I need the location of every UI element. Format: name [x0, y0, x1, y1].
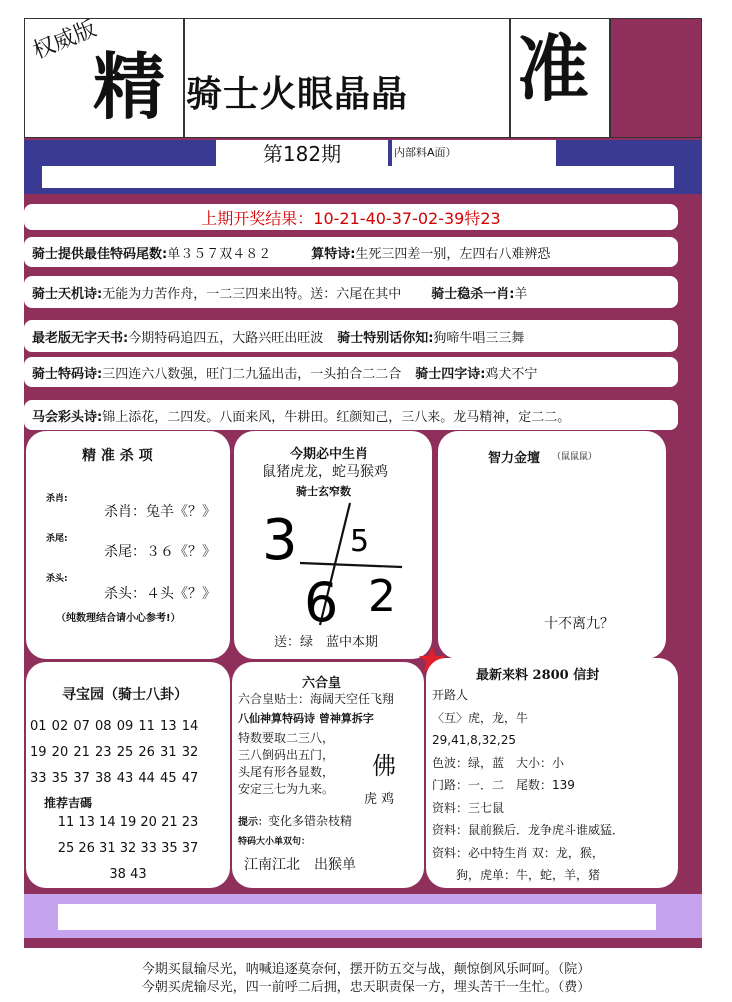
liuhe-poem [238, 730, 334, 798]
header [24, 18, 702, 138]
zodiac-subtitle: 骑士玄窄数 [296, 485, 351, 498]
treasure-number-grid [30, 714, 198, 792]
last-result-row [24, 204, 678, 230]
kill-zodiac-value: 杀肖：兔羊《？》 [104, 504, 216, 520]
latest-line: 资料：鼠前猴后．龙争虎斗谁威猛． [432, 823, 625, 837]
wisdom-panel [438, 431, 666, 659]
liuhe-poem-line: 头尾有形各显数， [238, 765, 335, 779]
handwriting-digit-2: 5 [350, 524, 370, 559]
row3-value1: 今期特码追四五，大路兴旺出旺波 [128, 330, 324, 346]
latest-lines [432, 684, 624, 887]
liuhe-poem-line: 三八倒码出五门， [238, 748, 335, 762]
kill-head-value: 杀头：４头《？》 [104, 586, 216, 602]
latest-line: 狗，虎单：牛，蛇，羊，猪 [456, 868, 601, 882]
kill-tail-tag: 杀尾: [46, 534, 68, 544]
wisdom-title: 智力金壇 [488, 451, 541, 466]
header-left-char: 精 [93, 44, 166, 129]
issue-note: 内部料A面） [392, 140, 556, 166]
handwriting-digit-4: 2 [368, 571, 396, 622]
kill-panel-title: 精 准 杀 项 [82, 448, 153, 464]
liuhe-subtitle: 八仙神算特码诗 曾神算拆字 [238, 712, 374, 725]
treasure-number-row: 19 20 21 23 25 26 31 32 [30, 745, 199, 760]
treasure-number-row: 01 02 07 08 09 11 13 14 [30, 719, 199, 734]
latest-line: 色波：绿，蓝 大小：小 [432, 755, 565, 770]
header-right-cell [510, 18, 610, 138]
row1-label1: 骑士提供最佳特码尾数: [32, 246, 168, 262]
page-title: 骑士火眼晶晶 [186, 73, 409, 115]
treasure-number-row: 33 35 37 38 43 44 45 47 [30, 771, 199, 786]
row2-label1: 骑士天机诗: [32, 286, 103, 302]
liuhe-size-value: 江南江北 出猴单 [244, 857, 356, 873]
recommended-label: 推荐吉碼 [44, 796, 93, 810]
tail-number-row [24, 237, 678, 267]
row1-value2: 生死三四差一别，左四右八难辨恐 [355, 246, 551, 262]
liuhe-poem-line: 特数要取二三八， [238, 731, 335, 745]
header-left-cell [24, 18, 184, 138]
latest-line: 门路：一．二 尾数：139 [432, 778, 575, 792]
kill-panel-note: （纯数理结合请小心参考!） [56, 613, 181, 624]
kill-head-tag: 杀头: [46, 574, 68, 584]
last-result-text: 上期开奖结果：10-21-40-37-02-39特23 [201, 208, 501, 228]
authority-badge: 权威版 [29, 16, 101, 65]
liuhe-side-zodiac: 虎 鸡 [364, 792, 395, 807]
treasure-title: 寻宝园（骑士八卦） [62, 687, 188, 703]
handwriting-digit-3: 6 [304, 571, 339, 627]
recommended-numbers [40, 810, 216, 888]
liuhe-poem-line: 安定三七为九来。 [238, 782, 335, 796]
row1-value1: 单３５７双４８２ [167, 246, 272, 262]
liuhe-hint-text: 变化多错杂枝精 [268, 814, 353, 828]
liuhe-title: 六合皇 [302, 676, 342, 691]
liuhe-big-char: 佛 [372, 752, 396, 780]
row2-value2: 羊 [514, 286, 528, 302]
latest-title: 最新来料 2800 信封 [476, 668, 600, 683]
wisdom-answer: 十不离九？ [544, 616, 614, 632]
header-right-char: 准 [517, 26, 590, 111]
zodiac-panel-title: 今期必中生肖 [290, 447, 369, 462]
row3-value2: 狗啼牛唱三三舞 [433, 330, 525, 346]
horse-club-poem-row [24, 400, 678, 430]
row4-label1: 骑士特码诗: [32, 366, 103, 382]
handwritten-numbers [252, 497, 422, 627]
latest-line: 资料：必中特生肖 双：龙，猴， [432, 845, 604, 860]
row5-value1: 锦上添花，二四发。八面来风，牛耕田。红颜知己，三八来。龙马精神，定二二。 [102, 409, 571, 425]
handwriting-bar [300, 563, 402, 567]
issue-number: 第182期 [216, 140, 388, 168]
sky-book-row [24, 320, 678, 352]
latest-line: 资料：三七鼠 [432, 800, 505, 815]
row5-label1: 马会彩头诗: [32, 409, 103, 425]
liuhe-hint [238, 812, 352, 829]
header-corner-cell [610, 18, 702, 138]
latest-info-panel [426, 658, 678, 888]
special-poem-row [24, 357, 678, 387]
kill-items-panel [26, 431, 230, 659]
latest-line: 开路人 [432, 688, 469, 702]
row4-value2: 鸡犬不宁 [485, 366, 538, 382]
zodiac-line: 鼠猪虎龙，蛇马猴鸡 [262, 464, 388, 480]
bottom-white-strip [58, 904, 656, 930]
latest-line: 〈互〉虎，龙，牛 [432, 710, 529, 725]
wisdom-note: （鼠鼠鼠） [552, 452, 598, 462]
must-hit-zodiac-panel [234, 431, 432, 659]
footer-poem-2: 今朝买虎输尽光，四一前呼二后拥，忠天职责保一方，埋头苦干一生忙。（费） [141, 980, 591, 995]
kill-zodiac-tag: 杀肖: [46, 494, 68, 504]
liuhe-panel [232, 662, 424, 888]
treasure-panel [26, 662, 230, 888]
row3-label2: 骑士特别话你知: [337, 330, 434, 346]
row1-label2: 算特诗: [311, 246, 356, 262]
handwriting-digit-1: 3 [262, 508, 298, 573]
row4-label2: 骑士四字诗: [415, 366, 486, 382]
liuhe-tip: 六合皇贴士：海阔天空任飞翔 [238, 692, 395, 706]
recommended-row: 38 43 [109, 867, 147, 882]
liuhe-size-label: 特码大小单双句： [238, 837, 311, 847]
row3-label1: 最老版无字天书: [32, 330, 129, 346]
zodiac-footer: 送：绿 蓝中本期 [274, 635, 379, 650]
footer-poem-1: 今期买鼠输尽光，呐喊追逐莫奈何，摆开防五交与战，颠惊倒风乐呵呵。（院） [141, 962, 591, 977]
issue-white-strip [42, 166, 674, 188]
row2-value1: 无能为力苦作舟，一二三四来出特。送：六尾在其中 [102, 286, 402, 302]
oracle-poem-row [24, 276, 678, 308]
recommended-row: 11 13 14 19 20 21 23 [57, 815, 199, 830]
kill-tail-value: 杀尾：３６《？》 [104, 544, 216, 560]
row2-label2: 骑士稳杀一肖: [431, 286, 515, 302]
liuhe-hint-label: 提示： [238, 817, 268, 828]
row4-value1: 三四连六八数强，旺门二九猛出击，一头拍合二二合 [102, 366, 402, 382]
recommended-row: 25 26 31 32 33 35 37 [57, 841, 199, 856]
latest-line: 29,41,8,32,25 [432, 733, 516, 747]
